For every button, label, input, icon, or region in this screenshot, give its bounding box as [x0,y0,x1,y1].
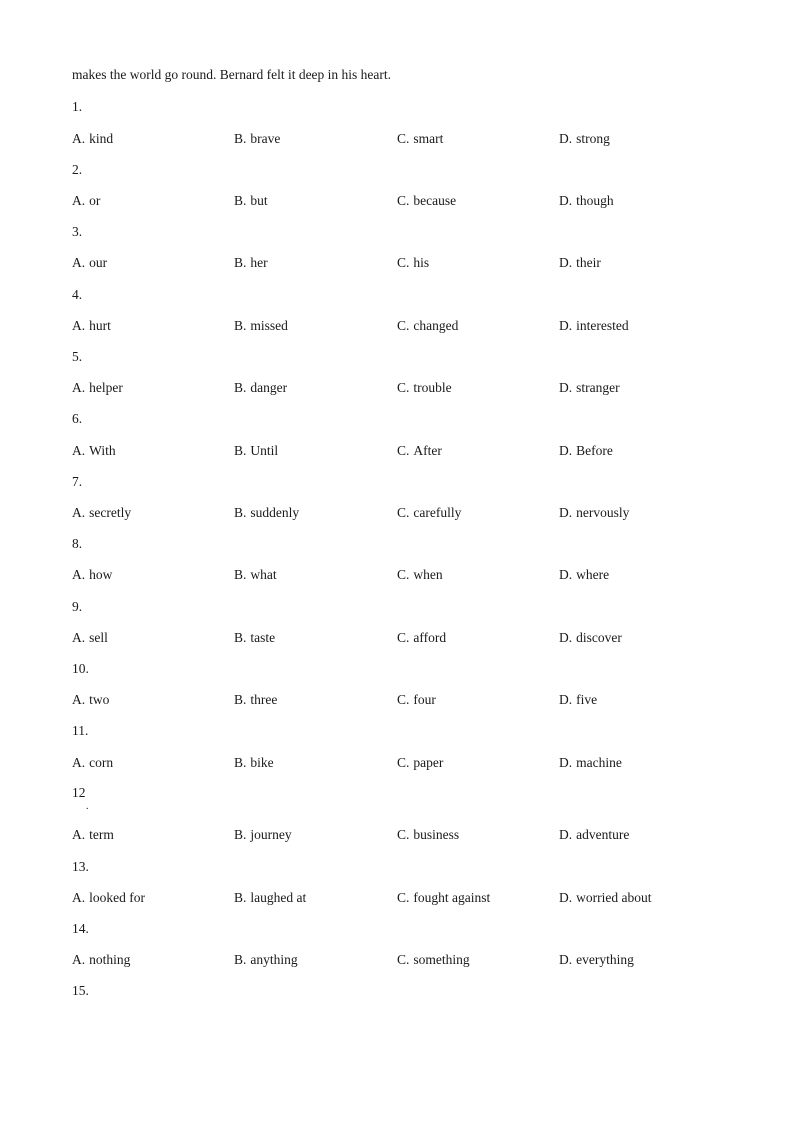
question-number: 3. [72,224,83,239]
question-number: 6. [72,411,83,426]
option-c: C. afford [397,630,447,645]
option-d: D. stranger [559,380,620,395]
option-c: C. business [397,827,460,842]
option-b: B. brave [234,131,281,146]
option-d: D. machine [559,755,622,770]
option-a: A. corn [72,755,114,770]
question-number: 12 [72,785,86,800]
option-c: C. something [397,952,470,967]
option-a: A. two [72,692,110,707]
option-a: A. or [72,193,101,208]
question-number: 10. [72,661,89,676]
option-d: D. discover [559,630,622,645]
question-number: 9. [72,599,83,614]
option-a: A. With [72,443,116,458]
option-a: A. secretly [72,505,132,520]
option-b: B. what [234,567,277,582]
option-a: A. helper [72,380,123,395]
option-b: B. three [234,692,278,707]
option-b: B. bike [234,755,274,770]
option-d: D. five [559,692,598,707]
option-c: C. fought against [397,890,491,905]
option-a: A. sell [72,630,108,645]
question-number: 13. [72,859,89,874]
option-d: D. their [559,255,601,270]
option-b: B. missed [234,318,288,333]
question-number: 2. [72,162,83,177]
option-c: C. carefully [397,505,462,520]
option-d: D. though [559,193,614,208]
option-b: B. danger [234,380,288,395]
option-c: C. when [397,567,443,582]
question-number: 8. [72,536,83,551]
option-c: C. four [397,692,436,707]
option-c: C. his [397,255,430,270]
option-d: D. nervously [559,505,630,520]
option-a: A. term [72,827,114,842]
question-number: 7. [72,474,83,489]
option-a: A. hurt [72,318,111,333]
question-number: 1. [72,99,83,114]
option-c: C. paper [397,755,444,770]
option-a: A. how [72,567,113,582]
option-d: D. strong [559,131,610,146]
option-d: D. Before [559,443,613,458]
option-b: B. but [234,193,268,208]
option-c: C. trouble [397,380,452,395]
option-c: C. After [397,443,442,458]
stray-period-mark: . [86,801,89,812]
question-number: 14. [72,921,89,936]
option-d: D. interested [559,318,629,333]
option-c: C. smart [397,131,444,146]
option-b: B. laughed at [234,890,307,905]
option-d: D. adventure [559,827,630,842]
option-b: B. taste [234,630,276,645]
passage-ending-text: makes the world go round. Bernard felt it deep in his heart. [72,67,392,82]
option-b: B. her [234,255,268,270]
option-b: B. journey [234,827,292,842]
option-c: C. because [397,193,457,208]
question-number: 15. [72,983,89,998]
option-b: B. suddenly [234,505,300,520]
option-a: A. our [72,255,108,270]
option-d: D. worried about [559,890,652,905]
question-number: 11. [72,723,89,738]
option-b: B. Until [234,443,279,458]
option-a: A. nothing [72,952,131,967]
option-b: B. anything [234,952,298,967]
option-c: C. changed [397,318,459,333]
option-d: D. where [559,567,610,582]
option-a: A. looked for [72,890,145,905]
option-d: D. everything [559,952,634,967]
question-number: 4. [72,287,83,302]
question-number: 5. [72,349,83,364]
option-a: A. kind [72,131,114,146]
